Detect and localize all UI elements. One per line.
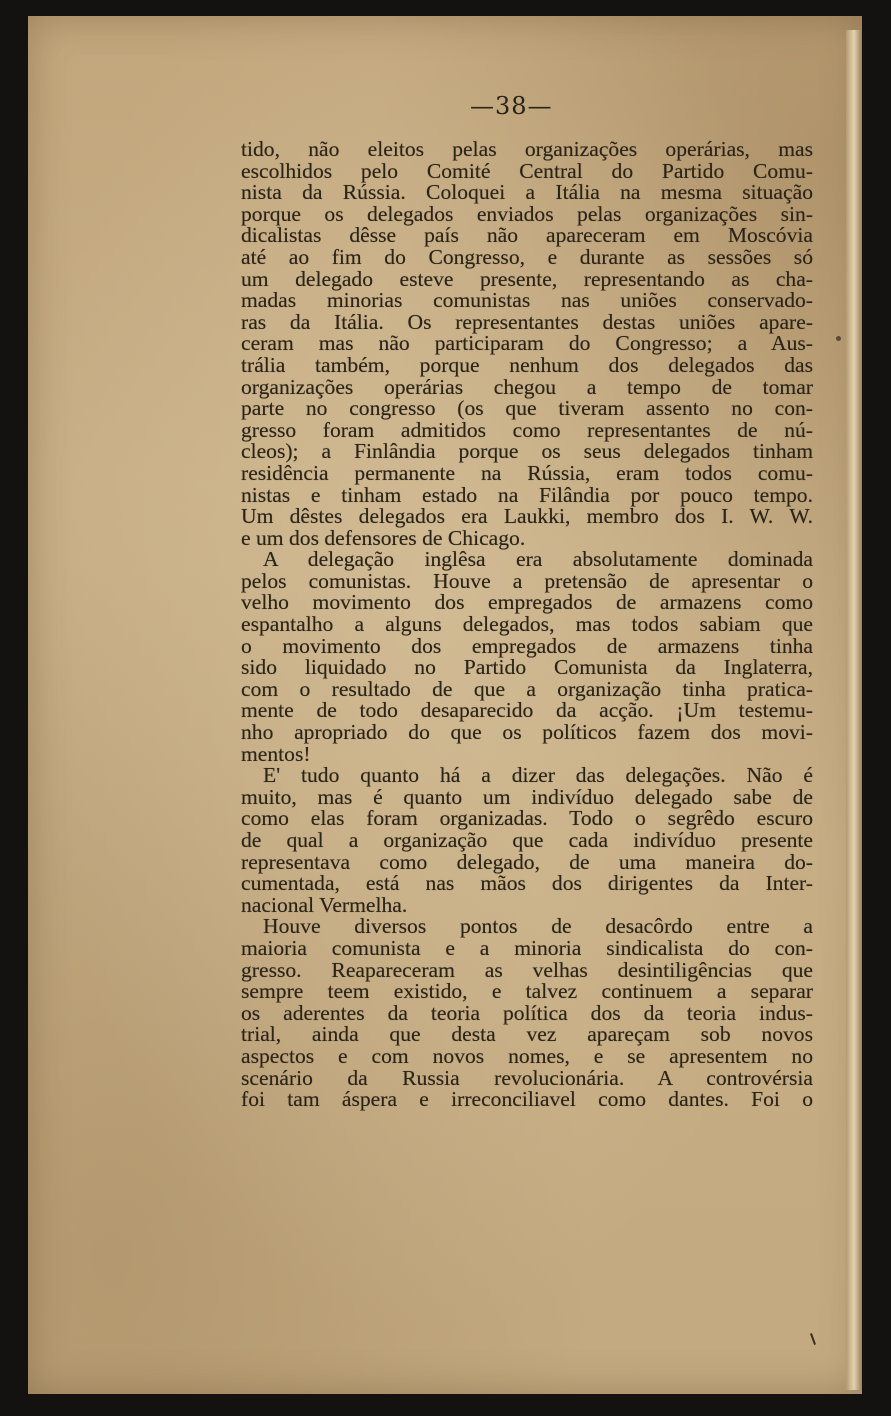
text-line: aspectos e com novos nomes, e se apresentem no (241, 1043, 813, 1068)
text-line: dicalistas dêsse país não apareceram em Moscóvia (241, 223, 813, 248)
text-line: residência permanente na Rússia, eram todos comu- (241, 460, 813, 485)
text-line: Um dêstes delegados era Laukki, membro dos I. W. W. (241, 504, 813, 529)
body-text (241, 139, 813, 1111)
text-line: tido, não eleitos pelas organizações operárias, mas (241, 137, 813, 161)
text-line: nista da Rússia. Coloquei a Itália na mesma situação (241, 180, 813, 205)
text-line: ras da Itália. Os representantes destas uniões apare- (241, 309, 813, 334)
text-line: sempre teem existido, e talvez continuem a separar (241, 979, 813, 1004)
margin-speck (836, 336, 841, 341)
text-line: os aderentes da teoria política dos da teoria indus- (241, 1000, 813, 1025)
text-line: nho apropriado do que os políticos fazem dos movi- (241, 720, 813, 745)
text-line: espantalho a alguns delegados, mas todos sabiam que (241, 612, 813, 637)
text-line: maioria comunista e a minoria sindicalista do con- (241, 935, 813, 960)
page-edge (846, 30, 862, 1390)
text-line: muito, mas é quanto um indivíduo delegado sabe de (241, 784, 813, 809)
text-line: escolhidos pelo Comité Central do Partido Comu- (241, 158, 813, 183)
text-line: um delegado esteve presente, representando as cha- (241, 266, 813, 291)
text-line: pelos comunistas. Houve a pretensão de apresentar o (241, 568, 813, 593)
text-line: cumentada, está nas mãos dos dirigentes da Inter- (241, 871, 813, 896)
text-line: gresso foram admitidos como representantes de nú- (241, 417, 813, 442)
text-line: A delegação inglêsa era absolutamente dominada (263, 547, 813, 572)
text-line: ceram mas não participaram do Congresso; a Aus- (241, 331, 813, 356)
text-line: e um dos defensores de Chicago. (241, 525, 526, 550)
text-line: trial, ainda que desta vez apareçam sob novos (241, 1022, 813, 1047)
text-line: de qual a organização que cada indivíduo presente (241, 828, 813, 852)
text-line: madas minorias comunistas nas uniões conservado- (241, 288, 813, 313)
text-line: velho movimento dos empregados de armazens como (241, 590, 813, 615)
text-line: como elas foram organizadas. Todo o segrêdo escuro (241, 806, 813, 831)
text-line: E' tudo quanto há a dizer das delegações. Não é (263, 763, 813, 788)
text-line: mente de todo desaparecido da acção. ¡Um testemu- (241, 698, 813, 723)
text-line: scenário da Russia revolucionária. A controvérsia (241, 1065, 813, 1090)
text-line: cleos); a Finlândia porque os seus delegados tinham (241, 439, 813, 464)
text-line: o movimento dos empregados de armazens tinha (241, 633, 813, 658)
text-line: mentos! (241, 741, 311, 766)
text-line: parte no congresso (os que tiveram assento no con- (241, 396, 813, 421)
text-line: nacional Vermelha. (241, 892, 408, 917)
text-line: foi tam áspera e irreconciliavel como dantes. Foi o (241, 1087, 813, 1112)
text-line: gresso. Reapareceram as velhas desintiligências que (241, 957, 813, 982)
text-line: organizações operárias chegou a tempo de tomar (241, 374, 813, 399)
text-line: nistas e tinham estado na Filândia por pouco tempo. (241, 482, 813, 507)
text-line: porque os delegados enviados pelas organizações sin- (241, 201, 813, 226)
text-line: com o resultado de que a organização tinha pratica- (241, 676, 813, 701)
text-line: Houve diversos pontos de desacôrdo entre a (263, 914, 813, 939)
text-line: representava como delegado, de uma maneira do- (241, 849, 813, 874)
text-line: sido liquidado no Partido Comunista da Inglaterra, (241, 655, 813, 680)
page-number: —38— (470, 92, 553, 120)
text-line: trália também, porque nenhum dos delegados das (241, 352, 813, 377)
text-line: até ao fim do Congresso, e durante as sessões só (241, 244, 813, 269)
